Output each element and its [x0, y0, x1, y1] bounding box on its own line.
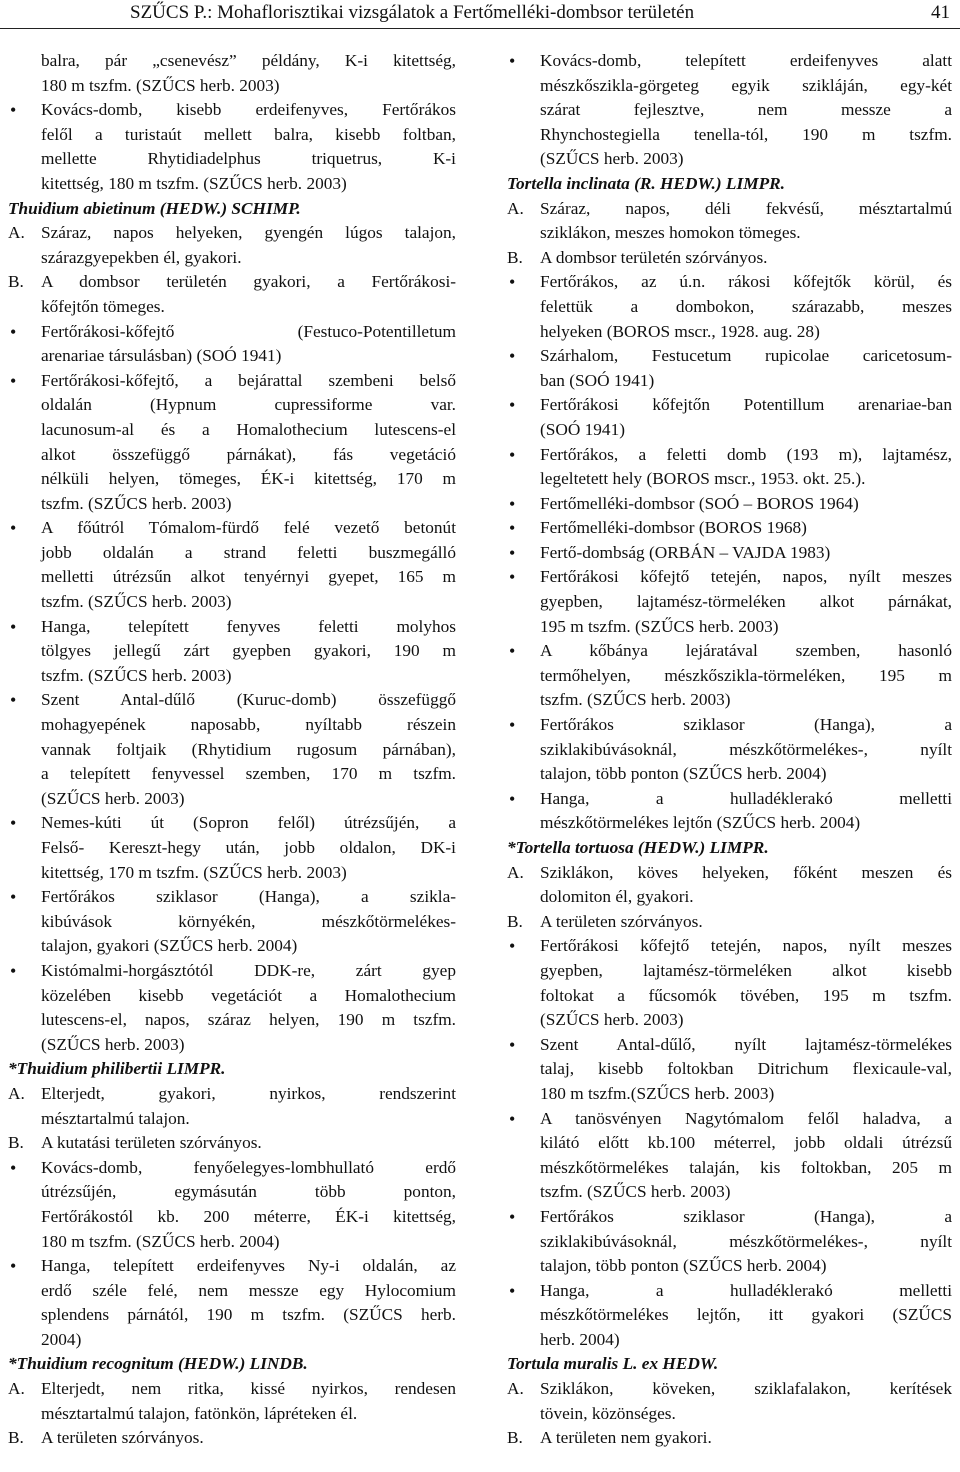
- text-line: A dombsor területén szórványos.: [540, 247, 768, 267]
- text-line: (SOÓ 1941): [540, 419, 625, 439]
- left-column: [8, 49, 456, 1451]
- text-line: • Kovács-domb, kisebb erdeifenyves, Fertőrákos: [41, 100, 456, 120]
- bullet-item: [8, 516, 456, 614]
- bullet-item: [507, 541, 952, 566]
- text-line: sziklakibúvásoknál, mészkőtörmelékes-, nyílt: [540, 739, 952, 759]
- running-header: [0, 0, 960, 29]
- text-line: alkot összefüggő párnákat), fás vegetáció: [41, 444, 456, 464]
- bullet-item: [507, 516, 952, 541]
- bullet-item: [507, 1033, 952, 1107]
- bullet-item: [507, 1205, 952, 1279]
- text-line: foltokat a fűcsomók tövében, 195 m tszfm.: [540, 985, 952, 1005]
- bullet-item: [8, 320, 456, 369]
- text-line: • Fertőrákosi-kőfejtő, a bejárattal szembeni belső: [41, 370, 456, 390]
- text-line: felettük a dombokon, szárazabb, meszes: [540, 296, 952, 316]
- bullet-item: [507, 639, 952, 713]
- bullet-item: [507, 565, 952, 639]
- text-line: melletti útrézsűn alkot tenyérnyi gyepet, 165 m: [41, 567, 456, 587]
- text-line: Tortula muralis L. ex HEDW.: [507, 1354, 719, 1374]
- text-line: erdő széle felé, nem messze egy Hylocomium: [41, 1280, 456, 1300]
- species-heading: [507, 1352, 952, 1377]
- section-item: [8, 1131, 456, 1156]
- header-title: SZŰCS P.: Mohaflorisztikai vizsgálatok a Fertőmelléki-dombsor területén: [130, 2, 695, 23]
- bullet-item: [8, 885, 456, 959]
- text-line: kőfejtőn tömeges.: [41, 296, 165, 316]
- text-line: Rhynchostegiella tenella-tól, 190 m tszfm.: [540, 124, 952, 144]
- text-line: Thuidium abietinum (HEDW.) SCHIMP.: [8, 198, 301, 218]
- text-line: • Fertőrákosi-kőfejtő (Festuco-Potentilletum: [41, 321, 456, 341]
- section-item: [507, 246, 952, 271]
- text-line: szárat fejlesztve, nem messze a: [540, 100, 952, 120]
- text-line: • Fertőrákos, az ú.n. rákosi kőfejtők körül, és: [540, 272, 952, 292]
- text-line: • Hanga, telepített erdeifenyves Ny-i oldalán, az: [41, 1256, 456, 1276]
- text-line: • Hanga, telepített fenyves feletti molyhos: [41, 616, 456, 636]
- section-label: B.: [507, 247, 523, 267]
- page-number: 41: [931, 2, 950, 23]
- text-line: • Fertőmelléki-dombsor (SOÓ – BOROS 1964): [540, 493, 859, 513]
- text-line: legeltetett hely (BOROS mscr., 1953. okt. 25.).: [540, 469, 866, 489]
- text-line: • Szent Antal-dűlő (Kuruc-domb) összefüggő: [41, 690, 456, 710]
- text-line: jobb oldalán a strand feletti buszmegálló: [41, 542, 456, 562]
- text-line: kitettség, 170 m tszfm. (SZŰCS herb. 2003): [41, 862, 347, 882]
- section-item: [507, 1377, 952, 1426]
- bullet-item: [8, 688, 456, 811]
- bullet-item: [8, 369, 456, 517]
- text-line: mészkősziklа-görgeteg egyik szikláján, egy-két: [540, 75, 952, 95]
- text-line: talajon, több ponton (SZŰCS herb. 2004): [540, 1256, 827, 1276]
- text-line: • Szent Antal-dűlő, nyílt lajtamész-törmelékes: [540, 1034, 952, 1054]
- species-heading: [507, 836, 952, 861]
- text-line: Elterjedt, nem ritka, kissé nyirkos, rendesen: [41, 1379, 456, 1399]
- section-item: [8, 270, 456, 319]
- text-line: • A kőbánya lejáratával szemben, hasonló: [540, 641, 952, 661]
- text-line: A területen nem gyakori.: [540, 1428, 712, 1448]
- species-heading: [8, 1057, 456, 1082]
- text-line: a telepített fenyvessel szemben, 170 m tszfm.: [41, 764, 456, 784]
- text-line: *Thuidium philibertii LIMPR.: [8, 1059, 226, 1079]
- bullet-item: [507, 49, 952, 172]
- text-line: felől a turistaút mellett balra, kisebb foltban,: [41, 124, 456, 144]
- text-line: • Kistómalmi-horgásztótól DDK-re, zárt gyep: [41, 960, 456, 980]
- section-item: [507, 1426, 952, 1451]
- bullet-item: [507, 934, 952, 1032]
- text-line: talajon, gyakori (SZŰCS herb. 2004): [41, 936, 298, 956]
- section-item: [507, 861, 952, 910]
- bullet-item: [507, 344, 952, 393]
- text-line: Fertőrákostól kb. 200 méterre, ÉK-i kitettség,: [41, 1206, 456, 1226]
- bullet-item: [8, 811, 456, 885]
- text-line: mésztartalmú talajon.: [41, 1108, 190, 1128]
- section-label: A.: [8, 1379, 25, 1399]
- bullet-item: [507, 713, 952, 787]
- text-line: (SZŰCS herb. 2003): [540, 1010, 684, 1030]
- section-item: [8, 1377, 456, 1426]
- text-line: 180 m tszfm.(SZŰCS herb. 2003): [540, 1083, 775, 1103]
- text-line: közelében kisebb vegetációt a Homalothecium: [41, 985, 456, 1005]
- section-label: A.: [507, 198, 524, 218]
- text-line: • Hanga, a hulladéklerakó melletti: [540, 1280, 952, 1300]
- text-line: mészkőtörmelékes lejtőn (SZŰCS herb. 2004): [540, 813, 861, 833]
- text-line: Sziklákon, köves helyeken, főként meszen és: [540, 862, 952, 882]
- section-label: A.: [507, 862, 524, 882]
- bullet-item: [507, 443, 952, 492]
- text-line: • Kovács-domb, telepített erdeifenyves alatt: [540, 51, 952, 70]
- text-line: útrézsűjén, egymásután több ponton,: [41, 1182, 456, 1202]
- text-line: tszfm. (SZŰCS herb. 2003): [540, 1182, 731, 1202]
- bullet-item: [507, 270, 952, 344]
- text-line: tszfm. (SZŰCS herb. 2003): [41, 592, 232, 612]
- text-line: kibúvások környékén, mészkőtörmelékes-: [41, 911, 456, 931]
- section-item: [507, 910, 952, 935]
- text-line: splendens párnától, 190 m tszfm. (SZŰCS herb.: [41, 1305, 456, 1325]
- text-line: • Fertőrákos sziklasor (Hanga), a szikla-: [41, 887, 456, 907]
- text-line: (SZŰCS herb. 2003): [41, 1034, 185, 1054]
- bullet-item: [8, 615, 456, 689]
- text-line: mellette Rhytidiadelphus triquetrus, K-i: [41, 149, 456, 169]
- text-line: tövein, közönséges.: [540, 1403, 676, 1423]
- text-line: • Fertőrákosi kőfejtőn Potentillum arenariae-ban: [540, 395, 952, 415]
- text-line: talaj, kisebb foltokban Ditrichum flexicaule-val,: [540, 1059, 952, 1079]
- species-heading: [507, 172, 952, 197]
- text-line: A területen szórványos.: [41, 1428, 204, 1448]
- text-line: 2004): [41, 1329, 82, 1349]
- text-line: oldalán (Hypnum cupressiforme var.: [41, 395, 456, 415]
- bullet-item: [507, 1279, 952, 1353]
- text-line: kilátó előtt kb.100 méterrel, jobb oldali útrézsű: [540, 1133, 952, 1153]
- text-line: Tortella inclinata (R. HEDW.) LIMPR.: [507, 173, 785, 193]
- text-line: *Thuidium recognitum (HEDW.) LINDB.: [8, 1354, 308, 1374]
- section-label: B.: [8, 272, 24, 292]
- text-line: helyeken (BOROS mscr., 1928. aug. 28): [540, 321, 820, 341]
- text-line: ban (SOÓ 1941): [540, 370, 655, 390]
- bullet-item: [507, 1107, 952, 1205]
- text-line: lacunosum-al és a Homalothecium lutescens-el: [41, 419, 456, 439]
- text-line: 180 m tszfm. (SZŰCS herb. 2004): [41, 1231, 280, 1251]
- text-line: • Fertő-dombság (ORBÁN – VAJDA 1983): [540, 542, 831, 562]
- bullet-item: [8, 959, 456, 1057]
- text-line: mészkőtörmelékes lejtőn, itt gyakori (SZŰCS: [540, 1305, 952, 1325]
- text-line: 195 m tszfm. (SZŰCS herb. 2003): [540, 616, 779, 636]
- section-label: B.: [8, 1428, 24, 1448]
- text-line: Felső- Kereszt-hegy után, jobb oldalon, DK-i: [41, 838, 456, 857]
- text-line: • Fertőrákosi kőfejtő tetején, napos, nyílt meszes: [540, 567, 952, 587]
- text-line: • A tanösvényen Nagytómalom felől haladva, a: [540, 1108, 952, 1128]
- text-line: termőhelyen, mészkősziklа-törmeléken, 195 m: [540, 665, 952, 685]
- text-line: nélküli helyen, tömeges, ÉK-i kitettség, 170 m: [41, 469, 456, 489]
- text-line: • Kovács-domb, fenyőelegyes-lombhullató erdő: [41, 1157, 456, 1177]
- text-line: (SZŰCS herb. 2003): [540, 149, 684, 169]
- continued-text: [8, 49, 456, 98]
- text-line: lutescens-el, napos, száraz helyen, 190 m tszfm.: [41, 1010, 456, 1030]
- text-line: A kutatási területen szórványos.: [41, 1133, 262, 1153]
- text-line: • Fertőmelléki-dombsor (BOROS 1968): [540, 518, 807, 538]
- section-item: [8, 221, 456, 270]
- text-line: Száraz, napos helyeken, gyengén lúgos talajon,: [41, 223, 456, 243]
- section-item: [8, 1082, 456, 1131]
- text-line: (SZŰCS herb. 2003): [41, 788, 185, 808]
- text-line: A területen szórványos.: [540, 911, 703, 931]
- text-line: sziklákon, meszes homokon tömeges.: [540, 223, 801, 243]
- text-line: Sziklákon, köveken, sziklafalakon, kerítések: [540, 1379, 952, 1399]
- text-line: • Hanga, a hulladéklerakó melletti: [540, 788, 952, 808]
- text-line: balra, pár „csenevész” példány, K-i kitettség,: [41, 51, 456, 70]
- bullet-item: [8, 98, 456, 196]
- text-line: talajon, több ponton (SZŰCS herb. 2004): [540, 764, 827, 784]
- text-line: gyepben, lajtamész-törmeléken alkot párnákat,: [540, 592, 952, 612]
- text-line: Elterjedt, gyakori, nyirkos, rendszerint: [41, 1083, 456, 1103]
- text-line: • Fertőrákos, a feletti domb (193 m), lajtamész,: [540, 444, 952, 464]
- section-label: A.: [8, 223, 25, 243]
- text-line: herb. 2004): [540, 1329, 620, 1349]
- section-item: [8, 1426, 456, 1451]
- section-label: B.: [507, 1428, 523, 1448]
- text-line: tölgyes jellegű zárt gyepben gyakori, 190 m: [41, 641, 456, 661]
- text-line: sziklakibúvásoknál, mészkőtörmelékes-, nyílt: [540, 1231, 952, 1251]
- text-line: tszfm. (SZŰCS herb. 2003): [41, 665, 232, 685]
- text-line: tszfm. (SZŰCS herb. 2003): [41, 493, 232, 513]
- text-line: dolomiton él, gyakori.: [540, 887, 694, 907]
- text-line: *Tortella tortuosa (HEDW.) LIMPR.: [507, 838, 769, 857]
- text-line: A dombsor területén gyakori, a Fertőrákosi-: [41, 272, 456, 292]
- bullet-item: [8, 1156, 456, 1254]
- text-line: • Fertőrákos sziklasor (Hanga), a: [540, 715, 952, 735]
- text-line: • Nemes-kúti út (Sopron felől) útrézsűjén, a: [41, 813, 456, 833]
- bullet-item: [8, 1254, 456, 1352]
- text-line: arenariae társulásban) (SOÓ 1941): [41, 346, 282, 366]
- section-label: A.: [8, 1083, 25, 1103]
- text-line: szárazgyepekben él, gyakori.: [41, 247, 242, 267]
- section-label: B.: [8, 1133, 24, 1153]
- text-line: • Fertőrákosi kőfejtő tetején, napos, nyílt meszes: [540, 936, 952, 956]
- right-column: [507, 49, 952, 1451]
- text-line: mészkőtörmelékes talaján, kis foltokban, 205 m: [540, 1157, 952, 1177]
- text-line: vannak foltjaik (Rhytidium rugosum párnában),: [41, 739, 456, 759]
- text-line: mohagyepének naposabb, nyíltabb részein: [41, 715, 456, 735]
- text-line: tszfm. (SZŰCS herb. 2003): [540, 690, 731, 710]
- text-line: • A főútról Tómalom-fürdő felé vezető betonút: [41, 518, 456, 538]
- text-line: gyepben, lajtamész-törmeléken alkot kisebb: [540, 960, 952, 980]
- section-item: [507, 197, 952, 246]
- section-label: A.: [507, 1379, 524, 1399]
- text-line: • Szárhalom, Festucetum rupicolae caricetosum-: [540, 346, 952, 366]
- text-line: Száraz, napos, déli fekvésű, mésztartalmú: [540, 198, 952, 218]
- bullet-item: [507, 492, 952, 517]
- species-heading: [8, 197, 456, 222]
- text-line: • Fertőrákos sziklasor (Hanga), a: [540, 1206, 952, 1226]
- text-line: mésztartalmú talajon, fatönkön, lápréteken él.: [41, 1403, 358, 1423]
- text-line: kitettség, 180 m tszfm. (SZŰCS herb. 2003): [41, 173, 347, 193]
- species-heading: [8, 1352, 456, 1377]
- text-line: 180 m tszfm. (SZŰCS herb. 2003): [41, 75, 280, 95]
- bullet-item: [507, 393, 952, 442]
- bullet-item: [507, 787, 952, 836]
- section-label: B.: [507, 911, 523, 931]
